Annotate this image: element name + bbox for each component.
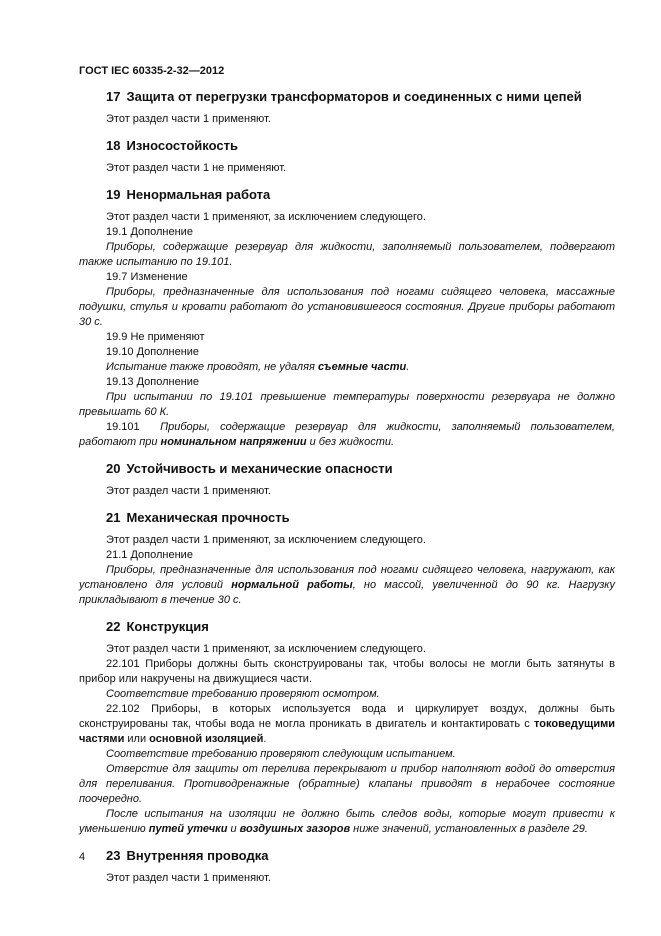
clause-label: 19.10 Дополнение [106,346,200,358]
text-run: Приборы, содержащие резервуар для жидкости, заполняемый пользователем, работают при [79,421,615,448]
text-run: и [227,823,240,835]
section-title: Конструкция [126,619,209,634]
clause-text: 22.101 Приборы должны быть сконструированы так, чтобы волосы не могли быть затянуты в прибор или накручены на движущиеся части. [79,658,615,685]
defined-term: воздушных зазоров [239,823,351,835]
section-22-heading [79,618,615,635]
section-19-heading [79,186,615,203]
text-run: ниже значений, установленных в разделе 29. [350,823,588,835]
clause-text: При испытании по 19.101 превышение температуры поверхности резервуара не должно превышать 60 К. [79,391,615,418]
section-23-heading [79,847,615,864]
section-20-heading [79,460,615,477]
section-number: 22 [106,619,121,634]
paragraph: Этот раздел части 1 применяют, за исключением следующего. [106,211,426,223]
section-number: 21 [106,510,121,525]
section-number: 19 [106,187,121,202]
compliance-text: Соответствие требованию проверяют осмотром. [106,688,380,700]
text-run: После испытания на изоляции не должно быть следов воды, которые могут привести к уменьшению [79,808,615,835]
clause-label: 19.13 Дополнение [106,376,200,388]
section-title: Износостойкость [126,138,238,153]
text-run: и без жидкости. [306,436,395,448]
defined-term: основной изоляцией [149,733,264,745]
defined-term: номинальном напряжении [160,436,307,448]
section-number: 17 [106,89,121,104]
clause-label: 21.1 Дополнение [106,549,193,561]
section-title: Механическая прочность [126,510,290,525]
compliance-text: Соответствие требованию проверяют следующим испытанием. [106,748,456,760]
section-title: Внутренняя проводка [126,848,269,863]
text-run: , но массой, увеличенной до 90 кг. Нагрузку прикладывают в течение 30 с. [79,579,615,606]
section-title: Защита от перегрузки трансформаторов и соединенных с ними цепей [126,89,582,104]
text-run: . [406,361,410,373]
text-run: 22.102 Приборы, в которых используется вода и циркулирует воздух, должны быть сконструированы так, чтобы вода не могла проникать в двигатель и контактировать с [79,703,615,730]
section-18-heading [79,137,615,154]
text-run: или [124,733,150,745]
section-18-text: Этот раздел части 1 не применяют. [106,162,287,174]
section-17-text: Этот раздел части 1 применяют. [106,113,271,125]
text-run: . [263,733,267,745]
page-number: 4 [79,851,86,863]
compliance-text [79,807,615,837]
section-title: Устойчивость и механические опасности [126,461,393,476]
clause-text [79,702,615,747]
document-body [79,88,615,886]
clause-text [79,360,615,375]
text-run: Испытание также проводят, не удаляя [106,361,318,373]
section-23-text: Этот раздел части 1 применяют. [106,872,271,884]
section-21-heading [79,509,615,526]
section-number: 20 [106,461,121,476]
defined-term: съемные части [317,361,407,373]
text-run: Приборы, предназначенные для использования под ногами сидящего человека, нагружают, как установлено для условий [79,564,615,591]
clause-label: 19.7 Изменение [106,271,188,283]
clause-number: 19.101 [106,421,140,433]
section-number: 23 [106,848,121,863]
section-number: 18 [106,138,121,153]
clause-text [79,420,615,450]
section-title: Ненормальная работа [126,187,271,202]
defined-term: нормальной работы [231,579,353,591]
defined-term: токоведущими частями [79,718,615,745]
defined-term: путей утечки [148,823,228,835]
clause-label: 19.9 Не применяют [106,331,205,343]
clause-text: Приборы, содержащие резервуар для жидкости, заполняемый пользователем, подвергают также испытанию по 19.101. [79,241,615,268]
clause-text: Приборы, предназначенные для использования под ногами сидящего человека, массажные подушки, стулья и кровати работают до установившегося состояния. Другие приборы работают 30 с. [79,286,615,328]
clause-text [79,563,615,608]
compliance-text: Отверстие для защиты от перелива перекрывают и прибор наполняют водой до отверстия для переливания. Противодренажные (обратные) клапаны приводят в нерабочее состояние поочередно. [79,763,615,805]
paragraph: Этот раздел части 1 применяют, за исключением следующего. [106,534,426,546]
paragraph: Этот раздел части 1 применяют, за исключением следующего. [106,643,426,655]
clause-label: 19.1 Дополнение [106,226,193,238]
document-header: ГОСТ IEC 60335-2-32—2012 [79,65,225,77]
section-17-heading [79,88,615,105]
section-20-text: Этот раздел части 1 применяют. [106,485,271,497]
